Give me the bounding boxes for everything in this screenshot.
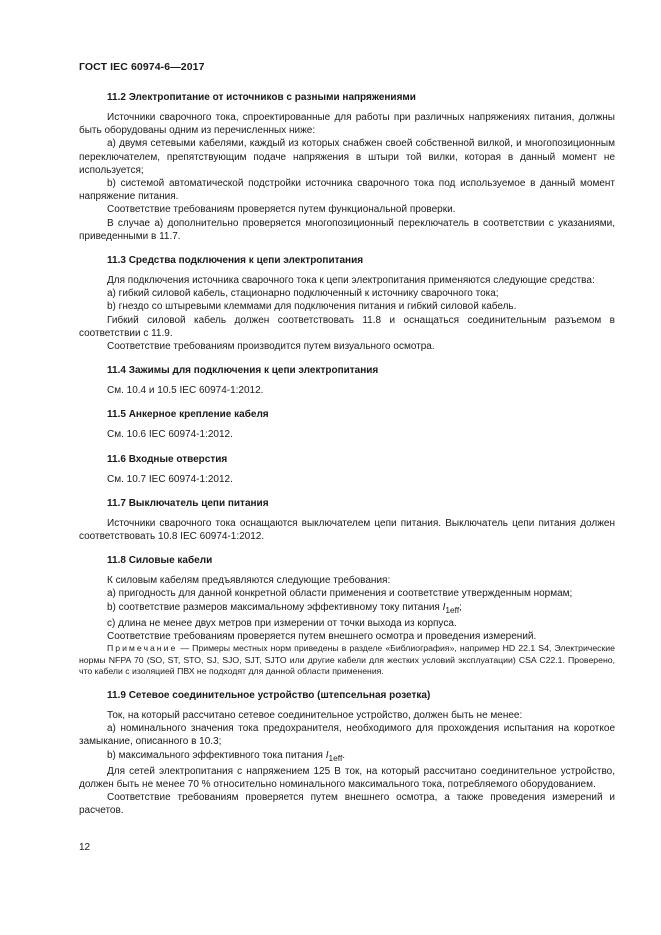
text: b) максимального эффективного тока питания <box>107 749 326 761</box>
section-title: 11.7 Выключатель цепи питания <box>107 497 269 509</box>
section-11-5 <box>79 408 615 441</box>
section-11-3 <box>79 254 615 353</box>
section-title: 11.3 Средства подключения к цепи электропитания <box>107 255 364 267</box>
section-title: 11.2 Электропитание от источников с разными напряжениями <box>107 92 416 103</box>
paragraph: Соответствие требованиям производится путем визуального осмотра. <box>107 341 435 353</box>
section-title: 11.4 Зажимы для подключения к цепи электропитания <box>107 365 379 377</box>
section-11-7 <box>79 497 615 543</box>
section-title: 11.8 Силовые кабели <box>107 555 213 567</box>
text: b) соответствие размеров максимальному эффективному току питания <box>107 601 443 613</box>
paragraph: В случае a) дополнительно проверяется многопозиционный переключатель в соответствии с указаниями, приведенными в 11.7. <box>79 217 615 242</box>
section-11-9 <box>79 689 615 818</box>
document-content <box>79 91 615 829</box>
list-item: c) длина не менее двух метров при измерении от точки выхода из корпуса. <box>107 617 457 629</box>
paragraph: См. 10.6 IEC 60974-1:2012. <box>107 429 233 441</box>
paragraph: Источники сварочного тока, спроектированные для работы при различных напряжениях питания, должны быть оборудованы одним из перечисленных ниже: <box>79 112 615 137</box>
paragraph: Источники сварочного тока оснащаются выключателем цепи питания. Выключатель цепи питания должен соответствовать 10.8 IEC 60974-1:2012. <box>79 517 615 543</box>
section-11-8 <box>79 554 615 678</box>
section-11-4 <box>79 364 615 397</box>
list-item <box>79 749 615 765</box>
section-title: 11.9 Сетевое соединительное устройство (штепсельная розетка) <box>107 690 431 702</box>
text: ; <box>459 601 462 613</box>
page-number: 12 <box>79 842 91 853</box>
list-item: a) пригодность для данной конкретной области применения и соответствие утвержденным нормам; <box>107 588 573 600</box>
paragraph: Соответствие требованиям проверяется путем внешнего осмотра и проведения измерений. <box>107 631 537 643</box>
current-symbol: I <box>442 601 446 613</box>
paragraph: См. 10.4 и 10.5 IEC 60974-1:2012. <box>107 385 264 397</box>
paragraph: Для сетей электропитания с напряжением 125 В ток, на который рассчитано соединительное устройство, должен быть не менее 70 % относительно номинального максимального тока, потребляемого оборудованием. <box>79 765 615 791</box>
list-item <box>79 601 615 617</box>
note-label: Примечание <box>107 643 178 654</box>
paragraph: Для подключения источника сварочного тока к цепи электропитания применяются следующие средства: <box>107 275 595 287</box>
paragraph: Соответствие требованиям проверяется путем функциональной проверки. <box>107 204 456 216</box>
list-item: a) номинального значения тока предохранителя, необходимого для прохождения испытания на короткое замыкание, описанного в 10.3; <box>79 723 615 748</box>
note-text: — Примеры местных норм приведены в разделе «Библиография», например HD 22.1 S4, Электрические нормы NFPA 70 (SO, ST, STO, SJ, SJO, SJT, SJTO или другие кабели для жестких условий эксплуатации) CSA C22.1. Проверено, что кабели с изоляцией ПВХ не подходят для данной области применения. <box>79 643 615 677</box>
section-11-2 <box>79 91 615 243</box>
section-11-6 <box>79 453 615 486</box>
current-subscript: 1eff <box>445 604 460 615</box>
section-title: 11.6 Входные отверстия <box>107 453 228 465</box>
list-item: a) гибкий силовой кабель, стационарно подключенный к источнику сварочного тока; <box>107 288 499 300</box>
section-title: 11.5 Анкерное крепление кабеля <box>107 409 269 421</box>
list-item: a) двумя сетевыми кабелями, каждый из которых снабжен своей собственной вилкой, и многопозиционным переключателем, препятствующим подаче напряжения в штыри той вилки, которая в данный момент не используется; <box>79 138 615 176</box>
current-subscript: 1eff <box>328 752 343 763</box>
paragraph: Соответствие требованиям проверяется путем внешнего осмотра, а также проведения измерений и расчетов. <box>79 792 615 817</box>
current-symbol: I <box>325 749 329 761</box>
paragraph: См. 10.7 IEC 60974-1:2012. <box>107 473 233 485</box>
paragraph: Гибкий силовой кабель должен соответствовать 11.8 и оснащаться соединительным разъемом в соответствии с 11.9. <box>79 314 615 339</box>
list-item: b) системой автоматической подстройки источника сварочного тока под используемое в данный момент напряжение питания. <box>79 178 615 203</box>
document-header: ГОСТ IEC 60974-6—2017 <box>79 61 205 73</box>
list-item: b) гнездо со штыревыми клеммами для подключения питания и гибкий силовой кабель. <box>107 301 517 313</box>
paragraph: Ток, на который рассчитано сетевое соединительное устройство, должен быть не менее: <box>107 710 523 722</box>
paragraph: К силовым кабелям предъявляются следующие требования: <box>107 575 391 587</box>
text: . <box>342 749 346 761</box>
note <box>79 643 615 678</box>
